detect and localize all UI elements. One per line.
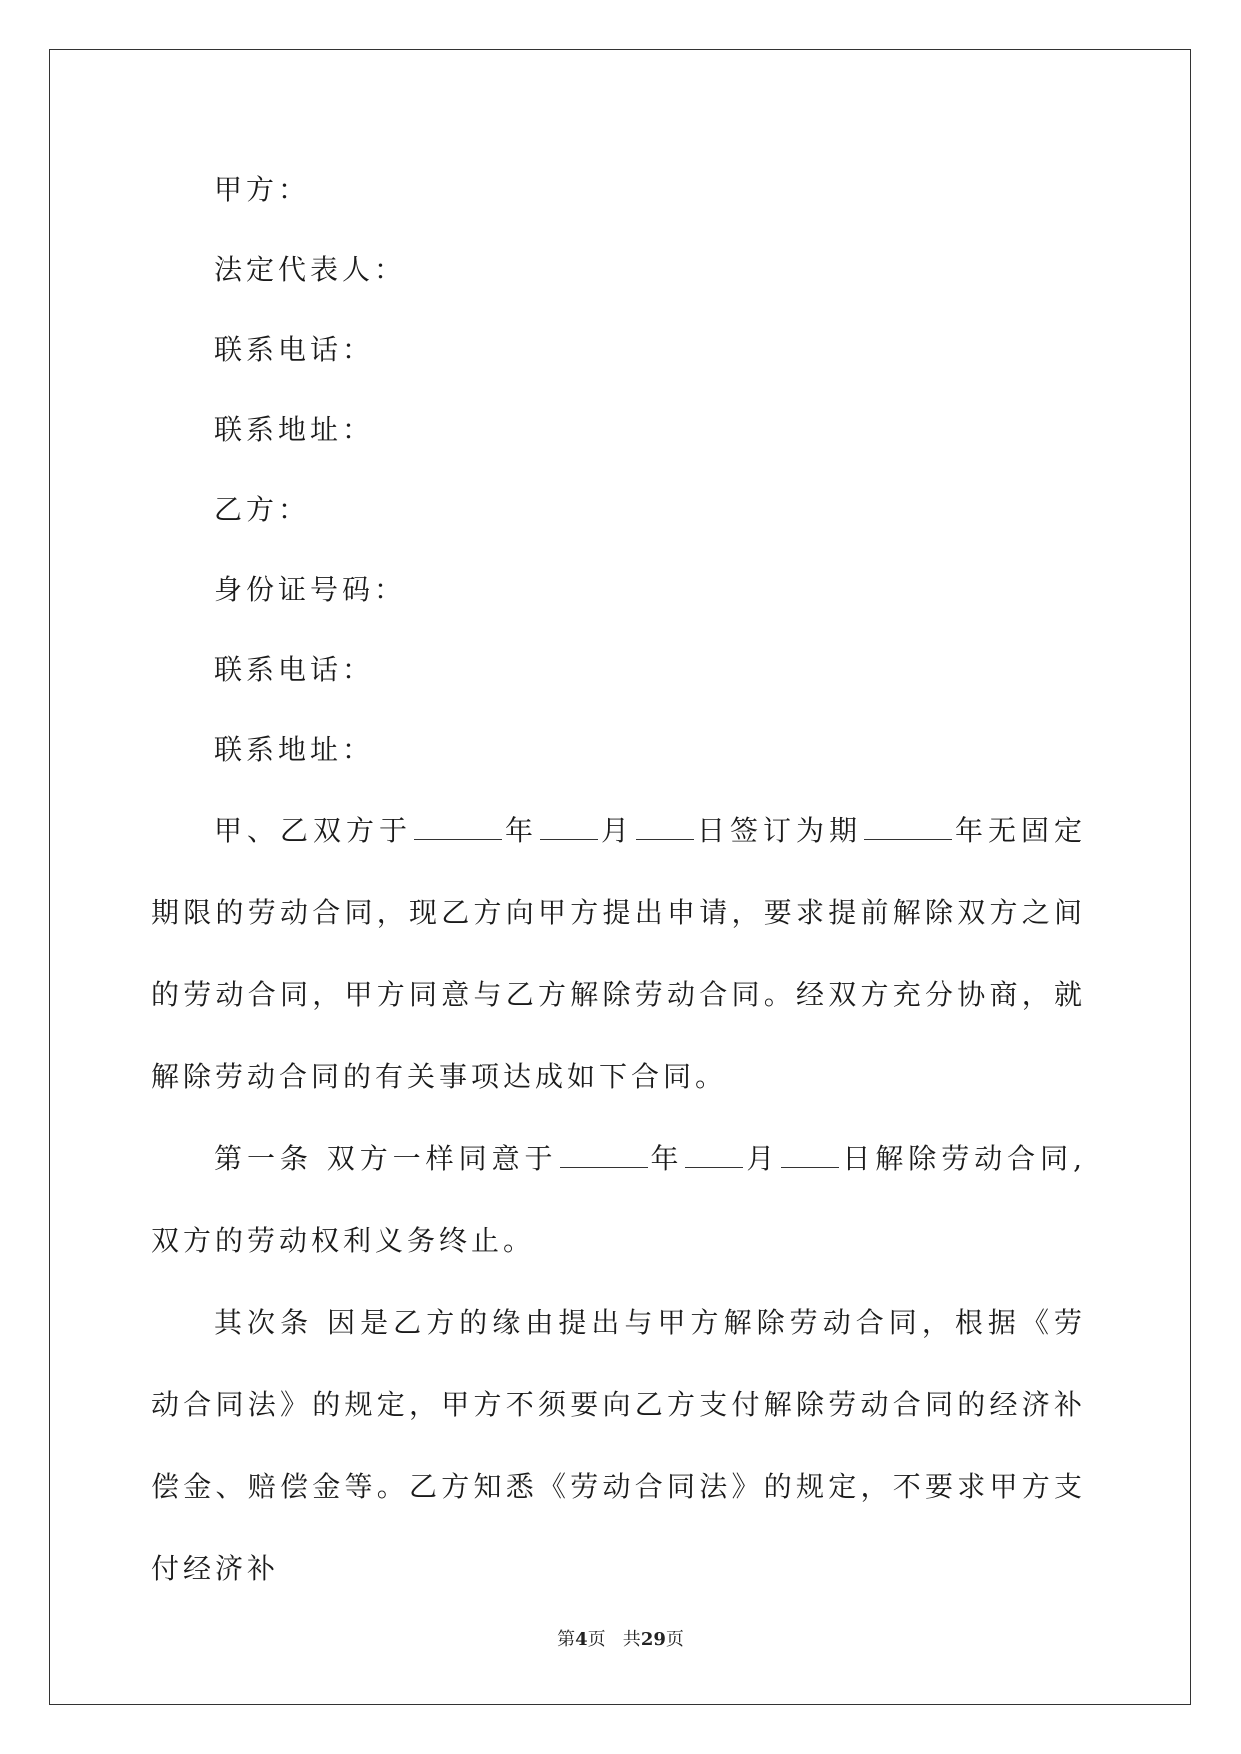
year-blank bbox=[414, 809, 502, 840]
preamble-paragraph bbox=[151, 790, 1086, 1118]
footer-prefix: 第 bbox=[557, 1629, 576, 1650]
footer-mid: 页 共 bbox=[587, 1629, 641, 1650]
legal-representative-field: 法定代表人： bbox=[214, 253, 407, 286]
total-page-number: 29 bbox=[640, 1629, 666, 1650]
party-b-field: 乙方： bbox=[214, 493, 311, 526]
day-blank bbox=[636, 809, 694, 840]
termination-year-blank bbox=[560, 1137, 648, 1168]
preamble-text-4: 日签订为期 bbox=[695, 814, 862, 847]
article-1-text-4: 日解除劳动合同,双方的劳动权利义务终止。 bbox=[151, 1142, 1086, 1257]
preamble-text-2: 年 bbox=[503, 814, 538, 847]
party-b-phone-field: 联系电话： bbox=[214, 653, 375, 686]
party-a-phone-field: 联系电话： bbox=[214, 333, 375, 366]
termination-month-blank bbox=[685, 1137, 743, 1168]
preamble-text-5: 年无固定期限的劳动合同，现乙方向甲方提出申请，要求提前解除双方之间的劳动合同，甲方同意与乙方解除劳动合同。经双方充分协商，就解除劳动合同的有关事项达成如下合同。 bbox=[151, 814, 1086, 1093]
article-1-text-2: 年 bbox=[649, 1142, 684, 1175]
termination-day-blank bbox=[781, 1137, 839, 1168]
month-blank bbox=[540, 809, 598, 840]
party-a-address-field: 联系地址： bbox=[214, 413, 375, 446]
party-a-field: 甲方： bbox=[214, 173, 311, 206]
footer-suffix: 页 bbox=[665, 1629, 684, 1650]
preamble-text-3: 月 bbox=[599, 814, 634, 847]
id-number-field: 身份证号码： bbox=[214, 573, 407, 606]
article-2-paragraph: 其次条 因是乙方的缘由提出与甲方解除劳动合同，根据《劳动合同法》的规定，甲方不须要向乙方支付解除劳动合同的经济补偿金、赔偿金等。乙方知悉《劳动合同法》的规定，不要求甲方支付经济补 bbox=[151, 1306, 1086, 1585]
preamble-text-1: 甲、乙双方于 bbox=[214, 814, 412, 847]
article-1-text-1: 第一条 双方一样同意于 bbox=[214, 1142, 558, 1175]
party-b-address-field: 联系地址： bbox=[214, 733, 375, 766]
document-body bbox=[151, 150, 1086, 1610]
page-footer bbox=[0, 1625, 1241, 1651]
article-1-text-3: 月 bbox=[745, 1142, 780, 1175]
current-page-number: 4 bbox=[575, 1629, 588, 1650]
article-1-paragraph bbox=[151, 1118, 1086, 1282]
term-blank bbox=[864, 809, 952, 840]
